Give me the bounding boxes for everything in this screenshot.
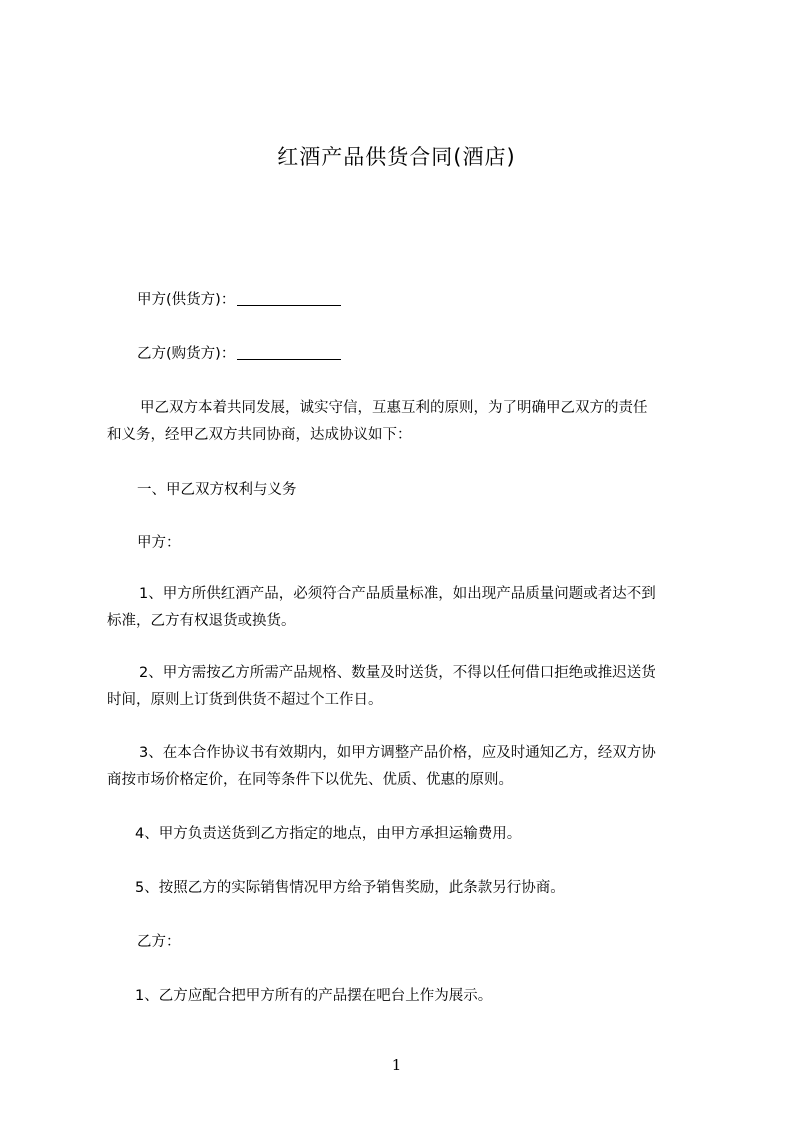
section-1-heading: 一、甲乙双方权利与义务 (137, 482, 297, 498)
party-a-line (107, 286, 747, 314)
intro-line-2: 和义务，经甲乙双方共同协商，达成协议如下： (107, 427, 412, 443)
party-a-label: 甲方(供货方)： (137, 292, 236, 308)
a-item-3-line-2: 商按市场价格定价，在同等条件下以优先、优质、优惠的原则。 (107, 772, 513, 788)
page-number: 1 (391, 1056, 402, 1074)
party-b-line (107, 340, 747, 368)
a-item-2-line-1: 2、甲方需按乙方所需产品规格、数量及时送货，不得以任何借口拒绝或推迟送货 (139, 665, 656, 681)
document-title: 红酒产品供货合同(酒店) (277, 145, 516, 169)
a-item-1-line-1: 1、甲方所供红酒产品，必须符合产品质量标准，如出现产品质量问题或者达不到 (139, 586, 656, 602)
party-b-heading: 乙方： (137, 934, 181, 950)
b-item-1: 1、乙方应配合把甲方所有的产品摆在吧台上作为展示。 (135, 988, 493, 1004)
party-b-label: 乙方(购货方)： (137, 346, 236, 362)
party-a-heading: 甲方： (137, 535, 181, 551)
a-item-4: 4、甲方负责送货到乙方指定的地点，由甲方承担运输费用。 (135, 826, 522, 842)
intro-line-1: 甲乙双方本着共同发展，诚实守信，互惠互利的原则，为了明确甲乙双方的责任 (140, 400, 648, 416)
a-item-3-line-1: 3、在本合作协议书有效期内，如甲方调整产品价格，应及时通知乙方，经双方协 (139, 745, 656, 761)
a-item-5: 5、按照乙方的实际销售情况甲方给予销售奖励，此条款另行协商。 (135, 880, 565, 896)
a-item-1-line-2: 标准，乙方有权退货或换货。 (107, 613, 296, 629)
a-item-2-line-2: 时间，原则上订货到供货不超过个工作日。 (107, 692, 383, 708)
party-a-blank (237, 291, 341, 306)
party-b-blank (237, 345, 341, 360)
